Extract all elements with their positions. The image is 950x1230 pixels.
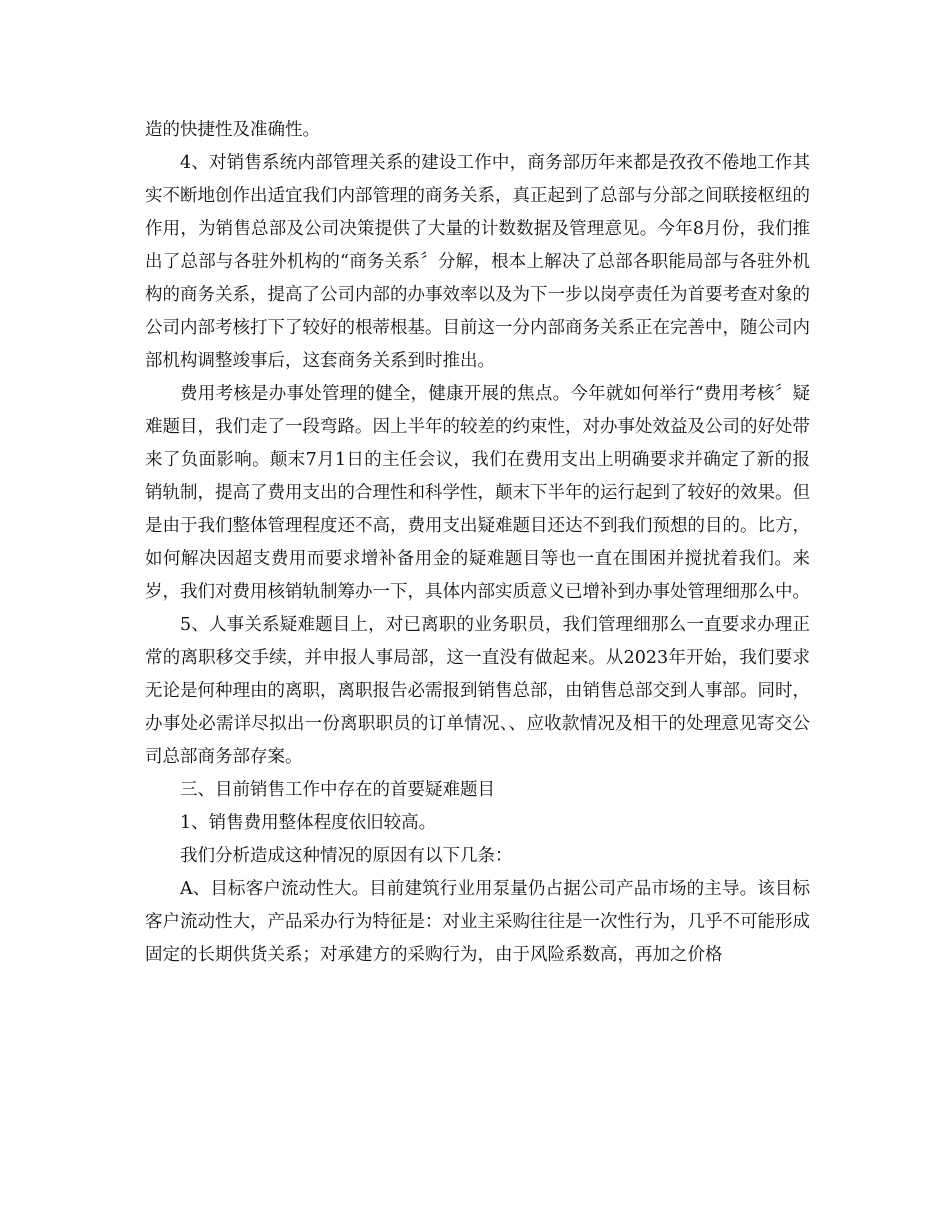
paragraph-item-1: 1、销售费用整体程度依旧较高。 (180, 813, 437, 833)
paragraph-expense-review: 费用考核是办事处管理的健全，健康开展的焦点。今年就如何举行“费用考核〞疑难题目，我们走了一段弯路。因上半年的较差的约束性，对办事处效益及公司的好处带来了负面影响。颠末7月1日的主任会议，我们在费用支出上明确要求并确定了新的报销轨制，提高了费用支出的合理性和科学性，颠末下半年的运行起到了较好的效果。但是由于我们整体管理程度还不高，费用支出疑难题目还达不到我们预想的目的。比方，如何解决因超支费用而要求增补备用金的疑难题目等也一直在围困并搅扰着我们。来岁，我们对费用核销轨制筹办一下，具体内部实质意义已增补到办事处管理细那么中。 (145, 384, 810, 602)
paragraph-item-4: 4、对销售系统内部管理关系的建设工作中，商务部历年来都是孜孜不倦地工作其实不断地创作出适宜我们内部管理的商务关系，真正起到了总部与分部之间联接枢纽的作用，为销售总部及公司决策提供了大量的计数数据及管理意见。今年8月份，我们推出了总部与各驻外机构的“商务关系〞分解，根本上解决了总部各职能局部与各驻外机构的商务关系，提高了公司内部的办事效率以及为下一步以岗亭责任为首要考查对象的公司内部考核打下了较好的根蒂根基。目前这一分内部商务关系正在完善中，随公司内部机构调整竣事后，这套商务关系到时推出。 (145, 153, 810, 371)
document-body (145, 114, 810, 972)
paragraph-item-5: 5、人事关系疑难题目上，对已离职的业务职员，我们管理细那么一直要求办理正常的离职移交手续，并申报人事局部，这一直没有做起来。从2023年开始，我们要求无论是何种理由的离职，离职报告必需报到销售总部，由销售总部交到人事部。同时，办事处必需详尽拟出一份离职职员的订单情况、、应收款情况及相干的处理意见寄交公司总部商务部存案。 (145, 615, 810, 767)
section-heading-3: 三、目前销售工作中存在的首要疑难题目 (180, 780, 495, 800)
paragraph-analysis-intro: 我们分析造成这种情况的原因有以下几条： (180, 846, 513, 866)
paragraph-item-a: A、目标客户流动性大。目前建筑行业用泵量仍占据公司产品市场的主导。该目标客户流动性大，产品采办行为特征是：对业主采购往往是一次性行为，几乎不可能形成固定的长期供货关系；对承建方的采购行为，由于风险系数高，再加之价格 (145, 879, 810, 965)
paragraph-continuation: 造的快捷性及准确性。 (145, 120, 320, 140)
